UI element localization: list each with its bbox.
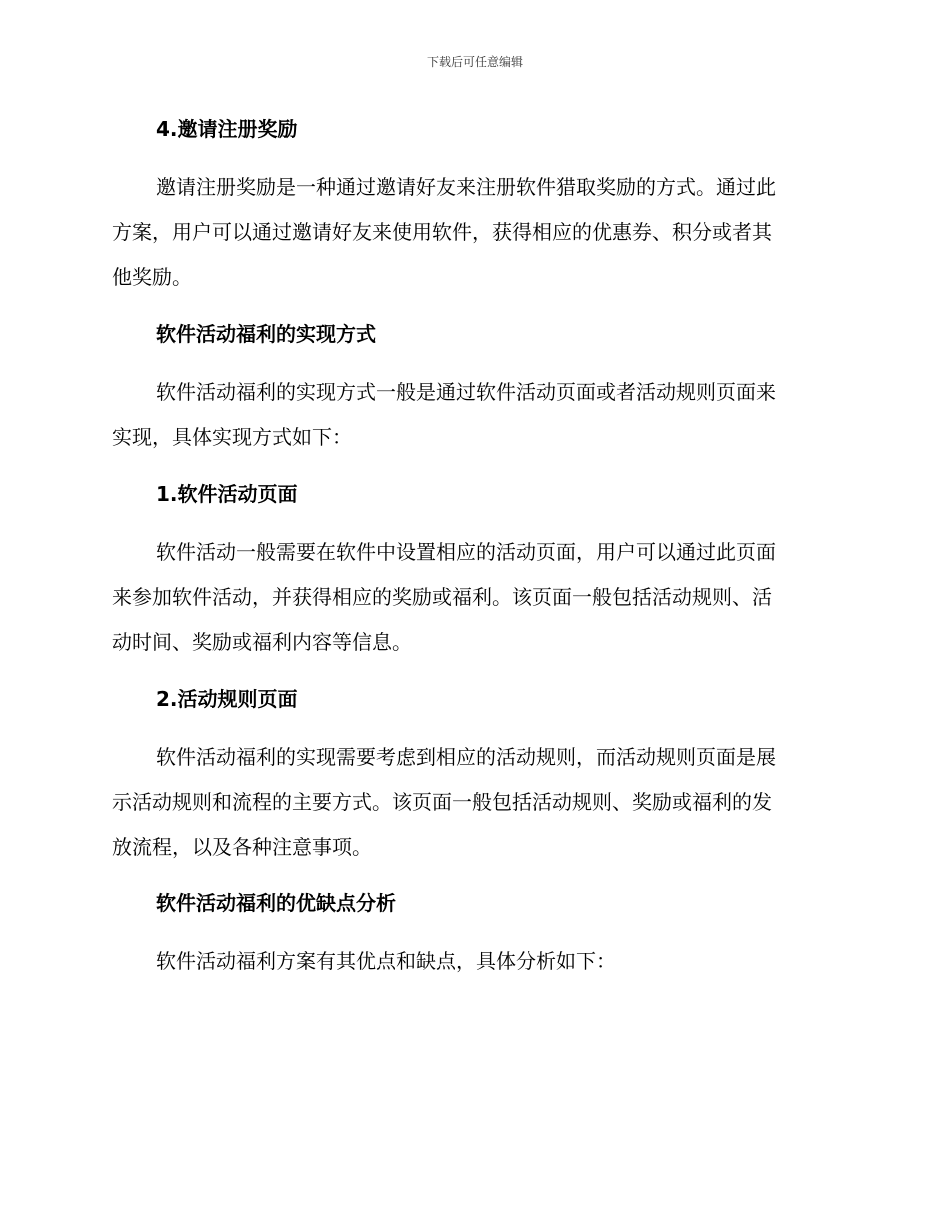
paragraph-line: 他奖励。 (112, 265, 192, 289)
section-heading-invite-reward: 4.邀请注册奖励 (156, 117, 298, 141)
paragraph-line: 方案，用户可以通过邀请好友来使用软件，获得相应的优惠券、积分或者其 (112, 220, 772, 244)
section-heading-implementation: 软件活动福利的实现方式 (156, 322, 376, 346)
section-heading-pros-cons: 软件活动福利的优缺点分析 (156, 891, 396, 915)
paragraph-line: 示活动规则和流程的主要方式。该页面一般包括活动规则、奖励或福利的发 (112, 790, 772, 814)
paragraph-line: 软件活动福利方案有其优点和缺点，具体分析如下： (156, 949, 616, 973)
paragraph-line: 软件活动福利的实现需要考虑到相应的活动规则，而活动规则页面是展 (156, 745, 776, 769)
paragraph-line: 动时间、奖励或福利内容等信息。 (112, 630, 412, 654)
paragraph-line: 软件活动一般需要在软件中设置相应的活动页面，用户可以通过此页面 (156, 540, 776, 564)
paragraph-line: 软件活动福利的实现方式一般是通过软件活动页面或者活动规则页面来 (156, 380, 776, 404)
paragraph-line: 实现，具体实现方式如下： (112, 425, 352, 449)
page-header: 下载后可任意编辑 (426, 55, 523, 69)
section-heading-rules-page: 2.活动规则页面 (156, 687, 298, 711)
section-heading-activity-page: 1.软件活动页面 (156, 482, 298, 506)
paragraph-line: 放流程，以及各种注意事项。 (112, 835, 372, 859)
paragraph-line: 邀请注册奖励是一种通过邀请好友来注册软件猎取奖励的方式。通过此 (156, 175, 776, 199)
paragraph-line: 来参加软件活动，并获得相应的奖励或福利。该页面一般包括活动规则、活 (112, 585, 772, 609)
